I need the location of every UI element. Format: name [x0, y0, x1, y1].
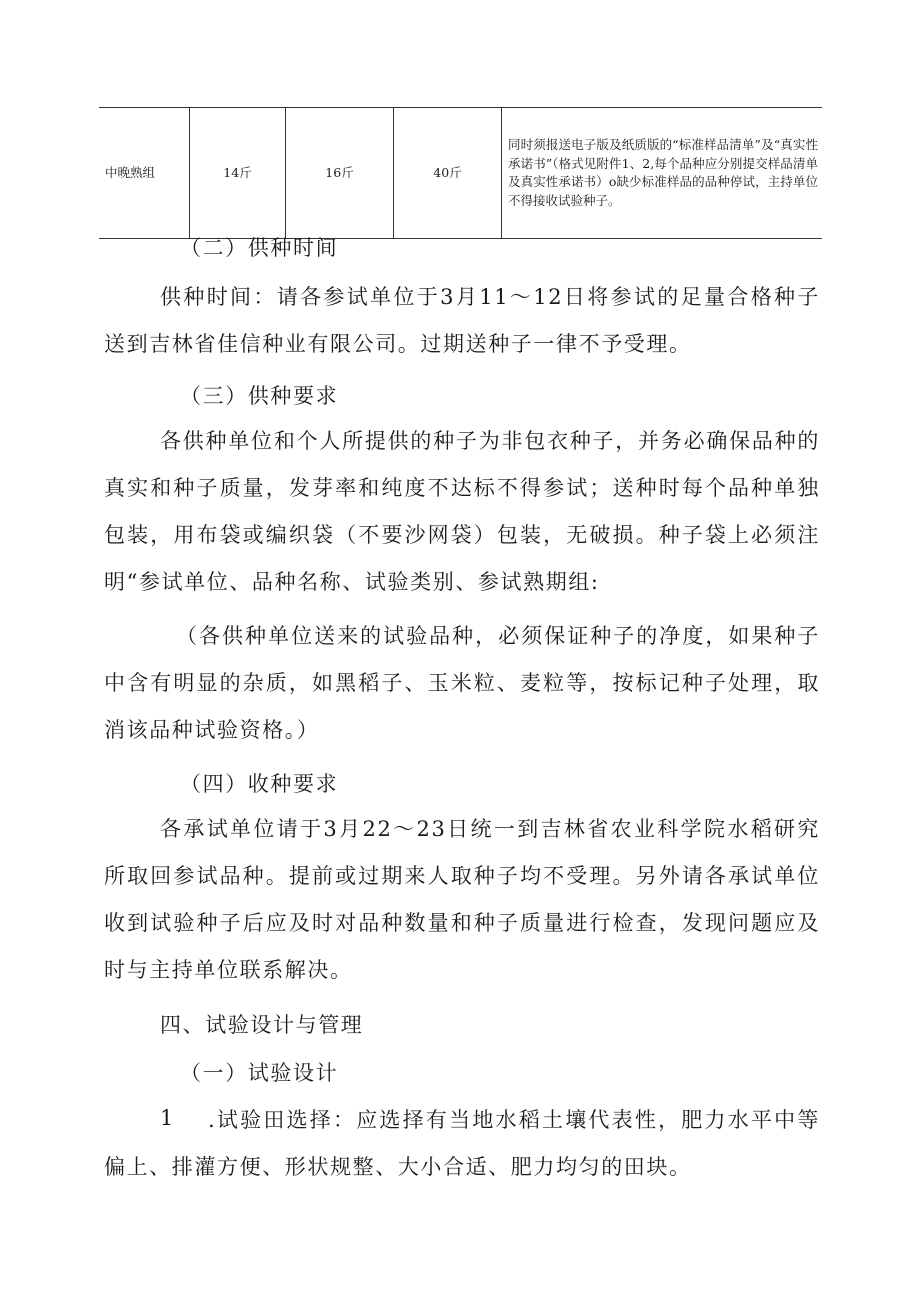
seed-quantity-table	[99, 107, 822, 239]
quantity-cell: 40斤	[394, 108, 502, 239]
design-heading: （一）试验设计	[180, 1061, 339, 1085]
item1-paragraph: .试验田选择：应选择有当地水稻土壤代表性，肥力水平中等偏上、排灌方便、形状规整、大小合适、肥力均匀的田块。	[104, 1108, 820, 1179]
quantity-cell: 14斤	[190, 108, 286, 239]
receive-requirements-paragraph: 各承试单位请于3月22～23日统一到吉林省农业科学院水稻研究所取回参试品种。提前或过期来人取种子均不受理。另外请各承试单位收到试验种子后应及时对品种数量和种子质量进行检查，发现问题应及时与主持单位联系解决。	[104, 817, 820, 982]
receive-requirements-heading: （四）收种要求	[180, 772, 339, 796]
note-cell: 同时须报送电子版及纸质版的“标准样品清单”及“真实性承诺书”（格式见附件1、2,每个品种应分别提交样品清单及真实性承诺书）o缺少标准样品的品种停试，主持单位不得接收试验种子。	[502, 108, 823, 239]
supply-requirements-heading: （三）供种要求	[180, 384, 339, 408]
supply-time-paragraph: 供种时间：请各参试单位于3月11～12日将参试的足量合格种子送到吉林省佳信种业有限公司。过期送种子一律不予受理。	[104, 285, 820, 356]
maturity-group-cell: 中晚熟组	[99, 108, 190, 239]
quantity-cell: 16斤	[286, 108, 394, 239]
table-row	[99, 108, 822, 239]
supply-requirements-note: （各供种单位送来的试验品种，必须保证种子的净度，如果种子中含有明显的杂质，如黑稻子、玉米粒、麦粒等，按标记种子处理，取消该品种试验资格。）	[104, 624, 820, 742]
item-number: 1	[160, 1106, 175, 1130]
chapter-heading: 四、试验设计与管理	[160, 1013, 364, 1037]
supply-requirements-paragraph: 各供种单位和个人所提供的种子为非包衣种子，并务必确保品种的真实和种子质量，发芽率和纯度不达标不得参试；送种时每个品种单独包装，用布袋或编织袋（不要沙网袋）包装，无破损。种子袋上必须注明“参试单位、品种名称、试验类别、参试熟期组:	[104, 429, 820, 594]
supply-time-heading: （二）供种时间	[180, 236, 339, 260]
